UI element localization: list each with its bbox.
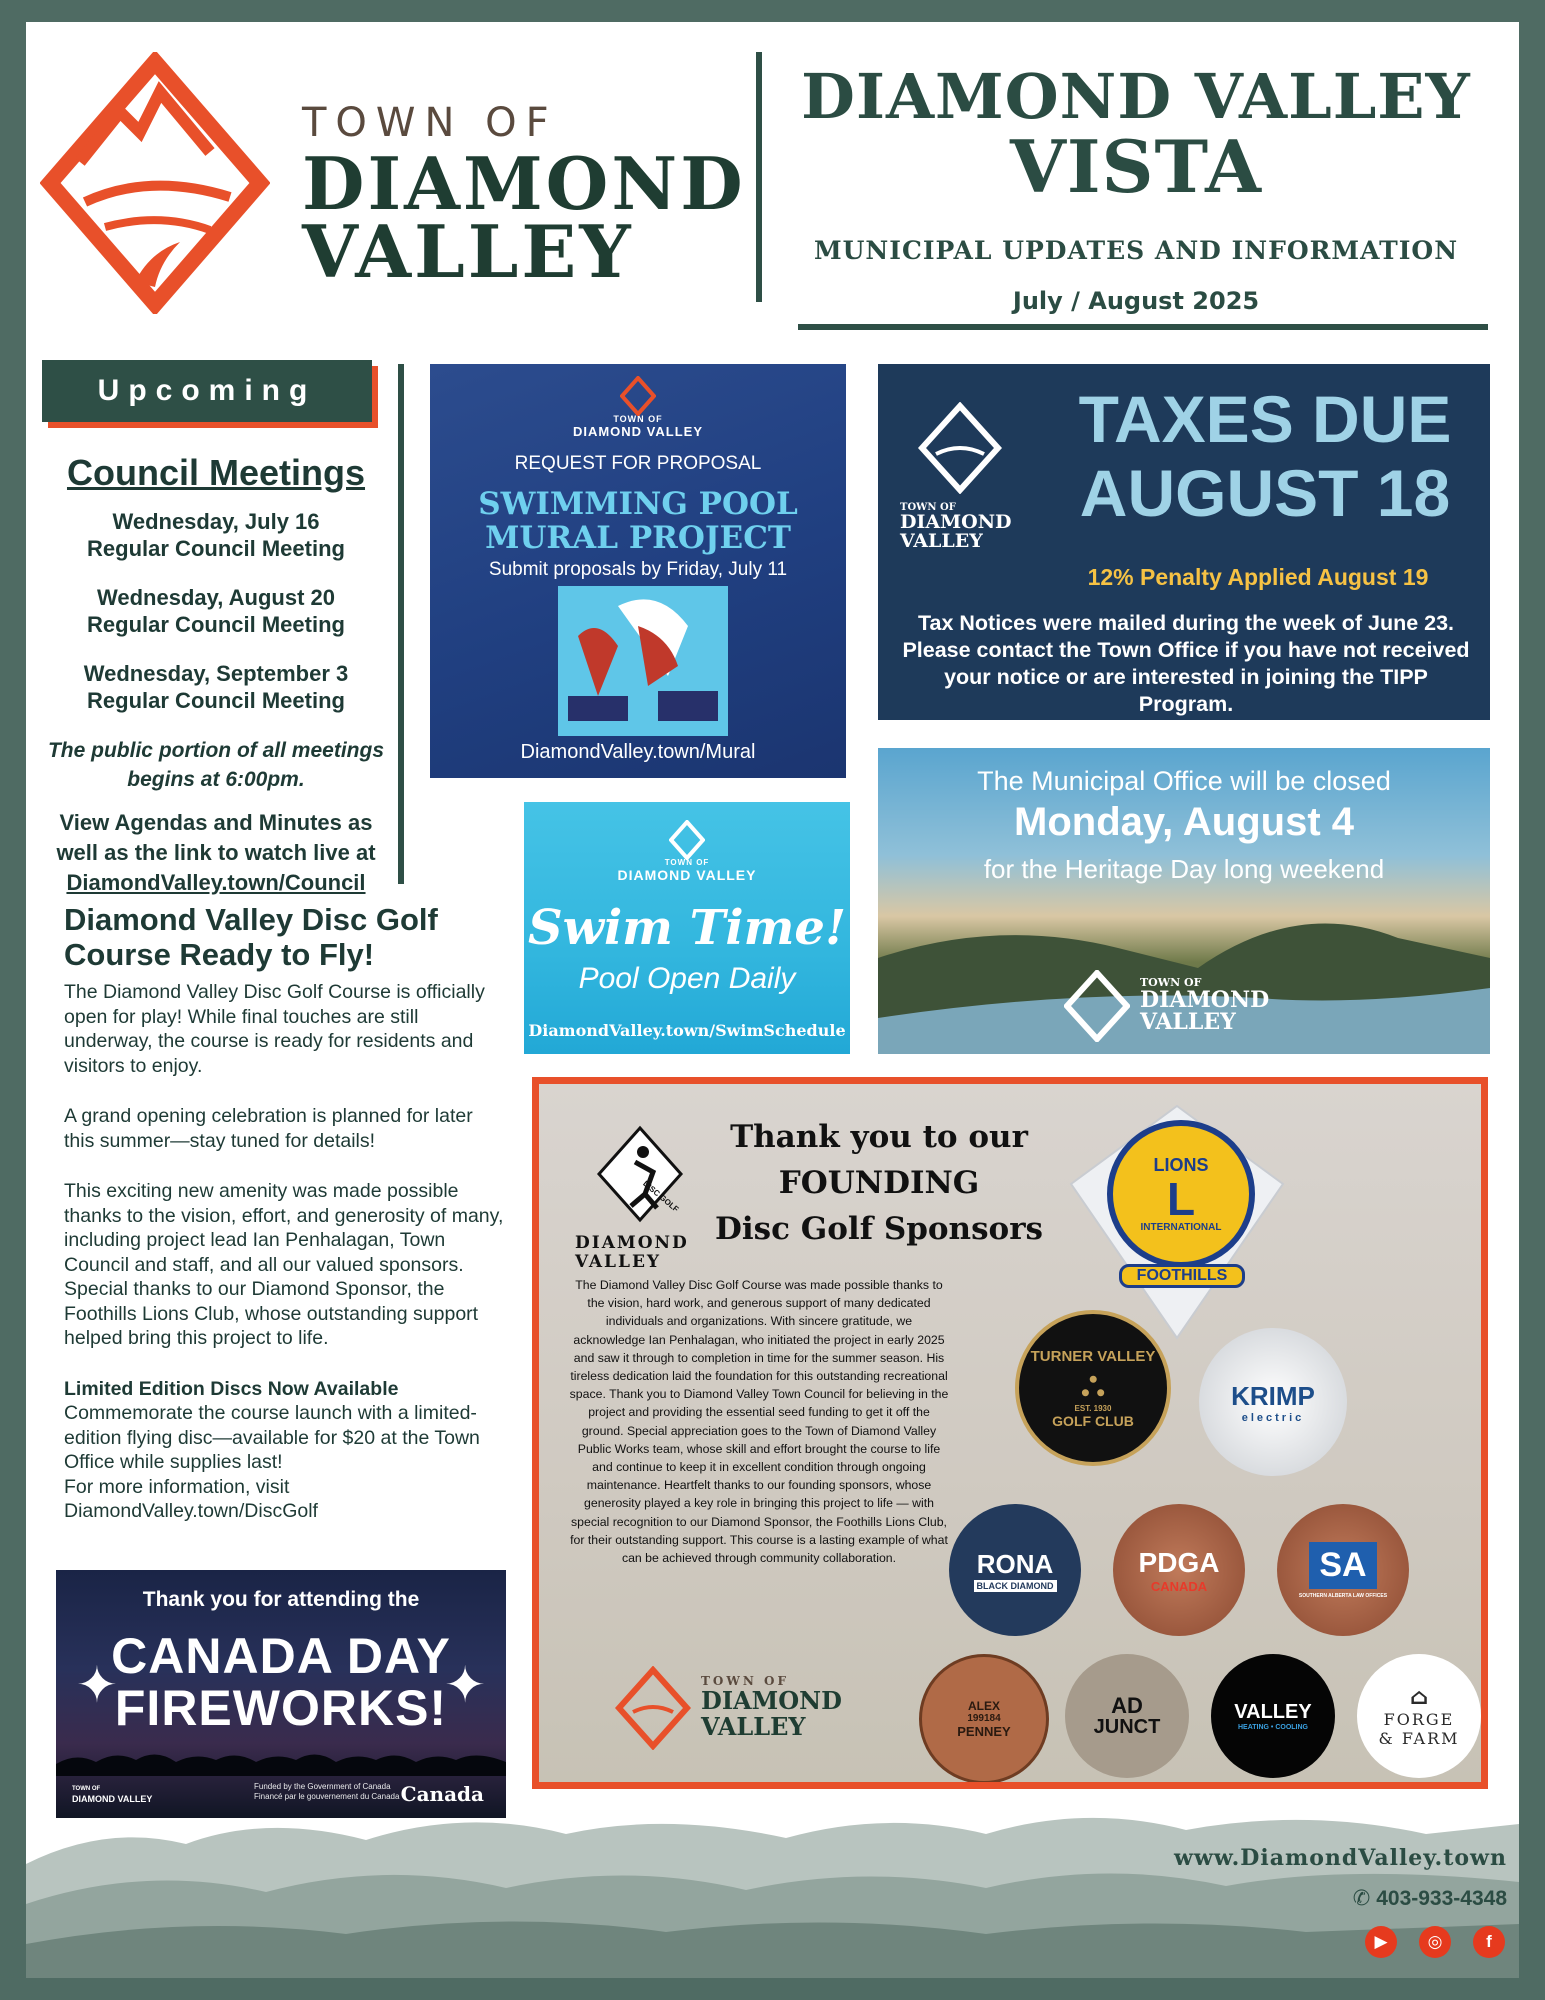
- taxes-note: Tax Notices were mailed during the week of June 23. Please contact the Town Office if you have not received your notice or are interested in joining the TIPP Program.: [902, 611, 1470, 716]
- masthead-rule: [798, 324, 1488, 330]
- forge-text-1: FORGE: [1383, 1710, 1455, 1729]
- crowd-silhouette-icon: [56, 1746, 506, 1776]
- turner-est: EST. 1930: [1074, 1403, 1112, 1413]
- mural-art-icon: [558, 586, 728, 736]
- mural-logo-text: [430, 414, 846, 439]
- disc-golf-p1: The Diamond Valley Disc Golf Course is officially open for play! While final touches are still underway, the course is ready for residents and visitors to enjoy.: [64, 981, 485, 1077]
- panel-name-1: DIAMOND: [701, 1686, 842, 1715]
- turner-text-1: TURNER VALLEY: [1030, 1347, 1156, 1365]
- swim-logo-text: [524, 858, 850, 883]
- office-closed-flyer: [878, 748, 1490, 1054]
- view-note: [36, 808, 396, 898]
- closed-logo-text: [1140, 976, 1269, 1033]
- penney-text-2: PENNEY: [957, 1724, 1011, 1739]
- swim-headline: Swim Time!: [527, 900, 847, 956]
- penney-number: 199184: [967, 1713, 1001, 1724]
- krimp-badge: [1199, 1328, 1347, 1476]
- footer-website[interactable]: www.DiamondValley.town: [1174, 1845, 1507, 1871]
- mural-flyer: [430, 364, 846, 778]
- mural-logo-town: TOWN OF: [613, 414, 663, 424]
- footer-mountains-icon: [26, 1804, 1519, 1978]
- valley-heating-badge: [1211, 1654, 1335, 1778]
- disc-golf-p3: This exciting new amenity was made possible thanks to the vision, effort, and generosity of many, including project lead Ian Penhalagan, Town Council and staff, and all our valued sponsors. Special thanks to our Diamond Sponsor, the Foothills Lions Club, whose outstanding support helped bring this project to life.: [64, 1180, 504, 1349]
- taxes-flyer: [878, 364, 1490, 720]
- pdga-badge: [1113, 1504, 1245, 1636]
- council-link[interactable]: DiamondValley.town/Council: [66, 870, 366, 895]
- town-logo-icon: [40, 52, 270, 314]
- upcoming-divider: [398, 364, 404, 884]
- masthead-title-2: VISTA: [1009, 124, 1263, 209]
- barn-icon: ⌂: [1409, 1684, 1429, 1710]
- meeting-type: Regular Council Meeting: [87, 688, 345, 713]
- mural-title-1: SWIMMING POOL: [478, 486, 798, 522]
- newsletter-page: [26, 22, 1519, 1978]
- masthead-title-1: DIAMOND VALLEY: [801, 60, 1471, 133]
- taxes-logo-name-2: VALLEY: [900, 530, 983, 552]
- funding-note: [254, 1782, 399, 1802]
- lions-intl: INTERNATIONAL: [1140, 1222, 1222, 1233]
- taxes-penalty: 12% Penalty Applied August 19: [1087, 564, 1429, 590]
- maple-leaf-left-icon: ✦: [76, 1657, 118, 1713]
- lions-foothills: FOOTHILLS: [1119, 1264, 1245, 1288]
- footer-phone: [1353, 1886, 1507, 1911]
- canada-wordmark: Canada: [400, 1782, 484, 1806]
- panel-town-of: TOWN OF: [701, 1674, 789, 1688]
- funding-line2: Financé par le gouvernement du Canada: [254, 1792, 400, 1801]
- adjunct-text-1: AD: [1111, 1693, 1143, 1718]
- swim-logo-name: DIAMOND VALLEY: [617, 867, 757, 883]
- fireworks-flyer: [56, 1570, 506, 1818]
- mural-deadline: Submit proposals by Friday, July 11: [488, 559, 788, 580]
- fireworks-headline: [56, 1630, 506, 1734]
- closed-logo-name-1: DIAMOND: [1140, 987, 1270, 1013]
- rona-text: RONA: [976, 1548, 1054, 1579]
- taxes-logo-name-1: DIAMOND: [900, 511, 1012, 533]
- dgv-line1: DIAMOND: [575, 1233, 689, 1253]
- discs-more: For more information, visit: [64, 1475, 290, 1498]
- brand-town-of: TOWN OF: [302, 100, 558, 146]
- meeting-type: Regular Council Meeting: [87, 536, 345, 561]
- closed-date: Monday, August 4: [1014, 800, 1354, 844]
- swim-sub: Pool Open Daily: [578, 962, 796, 995]
- funding-line1: Funded by the Government of Canada: [254, 1782, 391, 1791]
- krimp-sub: electric: [1241, 1411, 1305, 1424]
- taxes-headline: [1050, 382, 1480, 530]
- issue-date: July / August 2025: [1012, 287, 1260, 315]
- pdga-sub: CANADA: [1150, 1578, 1208, 1594]
- phone-icon: ✆: [1352, 1887, 1377, 1910]
- meeting-date: Wednesday, August 20: [97, 585, 335, 610]
- council-heading: Council Meetings: [66, 452, 366, 493]
- closed-line3: for the Heritage Day long weekend: [983, 854, 1385, 884]
- meeting-item: [36, 660, 396, 714]
- disc-golf-article: [64, 902, 504, 1550]
- meeting-item: [36, 584, 396, 638]
- fireworks-logo-name: DIAMOND VALLEY: [72, 1794, 153, 1804]
- mural-rfp: REQUEST FOR PROPOSAL: [514, 453, 762, 474]
- turner-valley-badge: [1015, 1310, 1171, 1466]
- meeting-item: [36, 508, 396, 562]
- upcoming-tab: Upcoming: [42, 360, 372, 422]
- sa-text: SA: [1309, 1542, 1376, 1589]
- discs-heading: Limited Edition Discs Now Available: [64, 1377, 399, 1400]
- header-divider: [756, 52, 762, 302]
- view-note-text: View Agendas and Minutes as well as the link to watch live at: [56, 810, 376, 865]
- sponsors-title: [709, 1114, 1049, 1252]
- maple-leaf-right-icon: ✦: [444, 1657, 486, 1713]
- disc-golf-label: DISC GOLF: [641, 1179, 681, 1214]
- mural-logo-icon: [620, 376, 656, 416]
- closed-logo-town: TOWN OF: [1140, 976, 1202, 989]
- swim-logo-town: TOWN OF: [664, 858, 710, 867]
- sponsors-panel: [532, 1077, 1488, 1789]
- oil-derrick-icon: ⛬: [1081, 1364, 1105, 1403]
- meeting-date: Wednesday, July 16: [112, 509, 320, 534]
- phone-number: 403-933-4348: [1376, 1887, 1507, 1910]
- turner-text-2: GOLF CLUB: [1052, 1412, 1134, 1429]
- valley-sub: HEATING • COOLING: [1238, 1724, 1308, 1731]
- taxes-logo-text: [900, 502, 1012, 551]
- meeting-date: Wednesday, September 3: [83, 661, 349, 686]
- disc-golf-p2: A grand opening celebration is planned for later this summer—stay tuned for details!: [64, 1105, 473, 1152]
- disc-golf-heading: Diamond Valley Disc Golf Course Ready to Fly!: [64, 902, 438, 972]
- taxes-logo-icon: [918, 402, 1002, 494]
- taxes-headline-2: AUGUST 18: [1079, 456, 1451, 530]
- taxes-logo-town: TOWN OF: [900, 502, 956, 513]
- rona-badge: [949, 1504, 1081, 1636]
- swim-url[interactable]: DiamondValley.town/SwimSchedule: [528, 1021, 846, 1040]
- brand-name-line1: DIAMOND: [302, 141, 746, 226]
- panel-name-2: VALLEY: [701, 1712, 806, 1741]
- alex-penney-badge: [919, 1654, 1049, 1784]
- mural-logo-name: DIAMOND VALLEY: [572, 424, 704, 439]
- sponsors-title-2: FOUNDING: [778, 1165, 980, 1201]
- panel-town-logo-icon: [615, 1666, 691, 1750]
- swim-flyer: [524, 802, 850, 1054]
- fireworks-logo-text: [72, 1784, 152, 1804]
- adjunct-badge: [1065, 1654, 1189, 1778]
- mural-title-2: MURAL PROJECT: [485, 520, 791, 556]
- valley-text: VALLEY: [1234, 1701, 1312, 1723]
- sponsors-body: The Diamond Valley Disc Golf Course was made possible thanks to the vision, hard work, and generous support of many dedicated individuals and organizations. With sincere gratitude, we acknowledge Ian Penhalagan, who initiated the project in early 2025 and saw it through to completion in time for the summer season. His tireless dedication laid the foundation for this outstanding recreational space. Thank you to Diamond Valley Town Council for believing in the project and providing the essential seed funding to get it off the ground. Special appreciation goes to the Town of Diamond Valley Public Works team, whose skill and effort brought the course to life and continue to keep it in excellent condition through ongoing maintenance. Heartfelt thanks to our founding sponsors, whose generosity played a key role in bringing this project to life — with special recognition to our Diamond Sponsor, the Foothills Lions Club, for their outstanding support. This course is a lasting example of what can be achieved through community collaboration.: [569, 1278, 949, 1566]
- lions-letter: L: [1166, 1173, 1196, 1225]
- sa-sub: SOUTHERN ALBERTA LAW OFFICES: [1298, 1592, 1388, 1599]
- forge-text-2: & FARM: [1378, 1729, 1460, 1748]
- discs-text: Commemorate the course launch with a limited-edition flying disc—available for $20 at the Town Office while supplies last!: [64, 1402, 480, 1473]
- panel-town-wordmark: [701, 1674, 842, 1740]
- facebook-icon[interactable]: f: [1473, 1926, 1505, 1958]
- public-note: The public portion of all meetings begins at 6:00pm.: [47, 739, 384, 791]
- closed-logo-name-2: VALLEY: [1140, 1009, 1236, 1035]
- disc-golf-link[interactable]: DiamondValley.town/DiscGolf: [64, 1500, 318, 1522]
- fireworks-logo-town: TOWN OF: [72, 1786, 101, 1792]
- sponsors-title-3: Disc Golf Sponsors: [714, 1211, 1044, 1247]
- closed-logo-icon: [1064, 970, 1130, 1042]
- masthead: [786, 62, 1486, 315]
- rona-sub: BLACK DIAMOND: [974, 1580, 1057, 1592]
- masthead-subtitle: MUNICIPAL UPDATES AND INFORMATION: [813, 236, 1459, 265]
- closed-line1: The Municipal Office will be closed: [977, 766, 1391, 796]
- mural-title: [430, 487, 846, 555]
- forge-farm-badge: [1357, 1654, 1481, 1778]
- council-meetings: [36, 452, 396, 898]
- lions-badge: [1107, 1120, 1255, 1268]
- youtube-icon[interactable]: ▶: [1365, 1926, 1397, 1958]
- sa-law-badge: [1277, 1504, 1409, 1636]
- lions-text: LIONS: [1153, 1155, 1209, 1175]
- penney-text-1: ALEX: [967, 1699, 1000, 1713]
- adjunct-text-2: JUNCT: [1093, 1716, 1161, 1738]
- pdga-text: PDGA: [1138, 1546, 1220, 1578]
- dgv-wordmark: [575, 1234, 689, 1272]
- fireworks-line2: CANADA DAY: [111, 1628, 451, 1684]
- swim-logo-icon: [669, 820, 705, 860]
- brand-name-line2: VALLEY: [302, 209, 634, 294]
- fireworks-line1: Thank you for attending the: [142, 1588, 420, 1611]
- fireworks-line3: FIREWORKS!: [114, 1680, 448, 1736]
- dgv-line2: VALLEY: [575, 1252, 662, 1272]
- taxes-headline-1: TAXES DUE: [1078, 382, 1452, 456]
- sponsors-title-1: Thank you to our: [730, 1119, 1028, 1155]
- mural-url[interactable]: DiamondValley.town/Mural: [520, 741, 756, 763]
- krimp-text: KRIMP: [1231, 1380, 1315, 1411]
- meeting-type: Regular Council Meeting: [87, 612, 345, 637]
- disc-golf-p4: [64, 1377, 504, 1524]
- instagram-icon[interactable]: ◎: [1419, 1926, 1451, 1958]
- brand-name: [302, 141, 746, 294]
